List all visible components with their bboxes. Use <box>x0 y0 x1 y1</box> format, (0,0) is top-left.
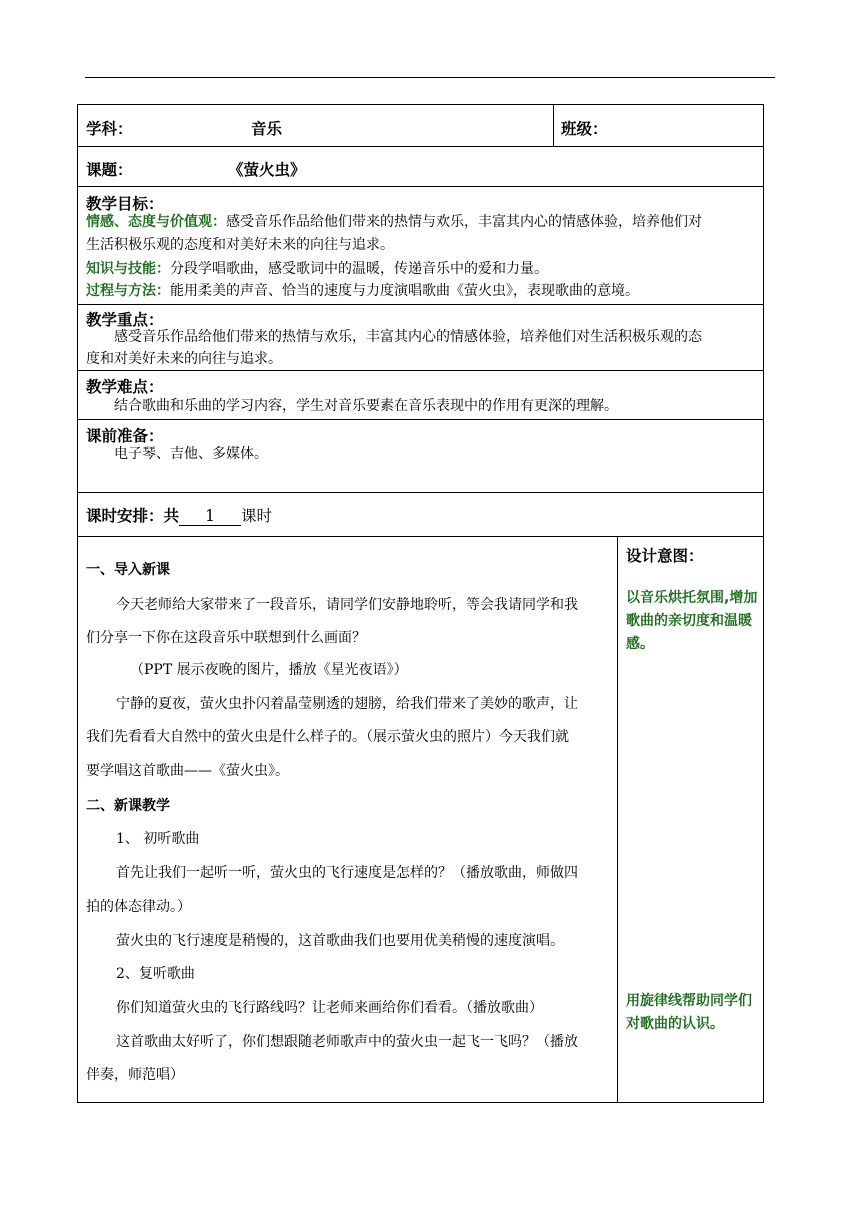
section-title-new-lesson: 二、新课教学 <box>86 798 170 814</box>
paragraph: 你们知道萤火虫的飞行路线吗？让老师来画给你们看看。（播放歌曲） <box>116 1000 543 1016</box>
subject-value: 音乐 <box>251 120 283 138</box>
paragraph: 今天老师给大家带来了一段音乐，请同学们安静地聆听，等会我请同学和我 <box>116 597 578 613</box>
design-note-melody-line: 用旋律线帮助同学们对歌曲的认识。 <box>626 993 752 1032</box>
objective-knowledge-label: 知识与技能： <box>86 261 170 277</box>
key-points-title: 教学重点： <box>86 311 164 329</box>
column-divider <box>553 105 554 146</box>
row-divider <box>78 492 763 493</box>
objective-emotion-text-cont: 生活积极乐观的态度和对美好未来的向往与追求。 <box>86 237 394 253</box>
class-label: 班级： <box>561 120 608 138</box>
column-divider <box>617 536 618 1103</box>
key-points-text-cont: 度和对美好未来的向往与追求。 <box>86 351 282 367</box>
objective-emotion-label: 情感、态度与价值观： <box>86 214 226 230</box>
difficulties-text: 结合歌曲和乐曲的学习内容，学生对音乐要素在音乐表现中的作用有更深的理解。 <box>114 398 618 414</box>
paragraph-cont: 要学唱这首歌曲——《萤火虫》。 <box>86 763 289 779</box>
objective-knowledge <box>86 259 548 279</box>
paragraph: 萤火虫的飞行速度是稍慢的，这首歌曲我们也要用优美稍慢的速度演唱。 <box>116 933 564 949</box>
key-points-text: 感受音乐作品给他们带来的热情与欢乐，丰富其内心的情感体验，培养他们对生活积极乐观的态 <box>114 329 702 345</box>
objective-process-text: 能用柔美的声音、恰当的速度与力度演唱歌曲《萤火虫》，表现歌曲的意境。 <box>170 283 639 299</box>
difficulties-title: 教学难点： <box>86 378 164 396</box>
schedule-line <box>86 504 272 526</box>
objective-knowledge-text: 分段学唱歌曲，感受歌词中的温暖，传递音乐中的爱和力量。 <box>170 261 548 277</box>
step-heading: 1、 初听歌曲 <box>116 831 200 847</box>
design-note-atmosphere: 以音乐烘托氛围,增加歌曲的亲切度和温暖感。 <box>626 590 758 652</box>
row-divider <box>78 419 763 420</box>
topic-value: 《萤火虫》 <box>228 161 306 179</box>
objective-process-label: 过程与方法： <box>86 283 170 299</box>
row-divider <box>78 186 763 187</box>
paragraph: （PPT 展示夜晚的图片，播放《星光夜语》） <box>130 662 408 678</box>
paragraph: 这首歌曲太好听了，你们想跟随老师歌声中的萤火虫一起飞一飞吗？（播放 <box>116 1034 578 1050</box>
paragraph: 首先让我们一起听一听，萤火虫的飞行速度是怎样的？（播放歌曲，师做四 <box>116 865 578 881</box>
subject-label: 学科： <box>86 120 133 138</box>
preparation-title: 课前准备： <box>86 427 164 445</box>
objective-emotion <box>86 212 702 232</box>
objectives-title: 教学目标： <box>86 195 164 213</box>
objective-process <box>86 281 639 301</box>
page-header-rule <box>85 77 775 78</box>
design-intent-title: 设计意图： <box>626 547 704 565</box>
section-title-intro: 一、导入新课 <box>86 562 170 578</box>
step-heading: 2、复听歌曲 <box>116 966 195 982</box>
row-divider <box>78 304 763 305</box>
paragraph-cont: 我们先看看大自然中的萤火虫是什么样子的。（展示萤火虫的照片）今天我们就 <box>86 729 569 745</box>
schedule-count: 1 <box>179 507 241 526</box>
paragraph: 宁静的夏夜，萤火虫扑闪着晶莹剔透的翅膀，给我们带来了美妙的歌声，让 <box>116 696 578 712</box>
paragraph-cont: 们分享一下你在这段音乐中联想到什么画面？ <box>86 630 366 646</box>
paragraph-cont: 伴奏，师范唱） <box>86 1067 184 1083</box>
schedule-label: 课时安排：共 <box>86 507 180 525</box>
row-divider <box>78 370 763 371</box>
topic-label: 课题： <box>86 161 133 179</box>
paragraph-cont: 拍的体态律动。） <box>86 899 191 915</box>
row-divider <box>78 146 763 147</box>
objective-emotion-text: 感受音乐作品给他们带来的热情与欢乐，丰富其内心的情感体验，培养他们对 <box>226 214 702 230</box>
row-divider <box>78 536 763 537</box>
schedule-unit: 课时 <box>241 507 273 525</box>
lesson-plan-table <box>77 104 764 1103</box>
preparation-text: 电子琴、吉他、多媒体。 <box>114 446 268 462</box>
